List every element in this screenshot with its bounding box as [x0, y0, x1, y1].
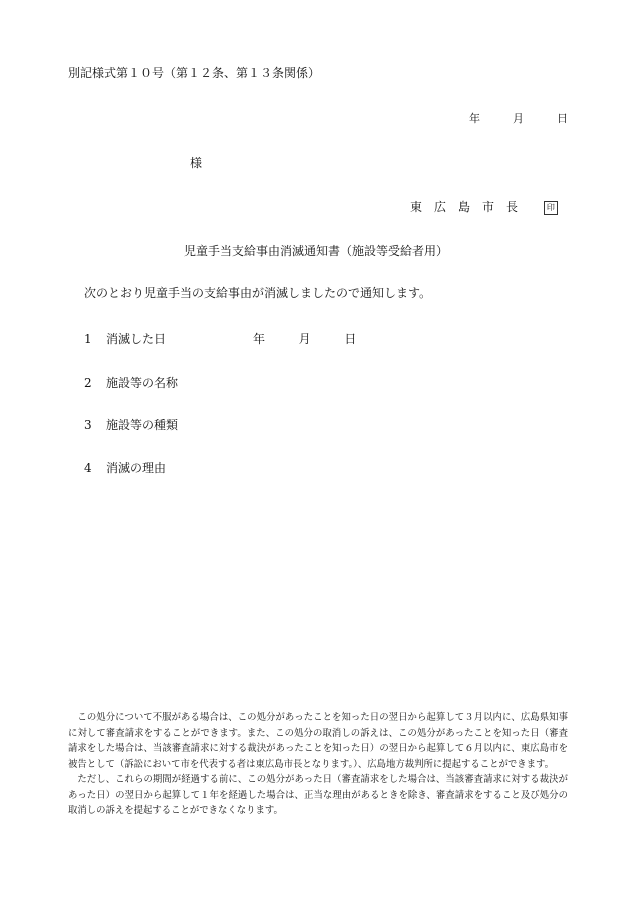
- item-label: 施設等の種類: [106, 418, 179, 432]
- addressee-honorific: 様: [190, 156, 203, 170]
- item-facility-name: [84, 374, 178, 391]
- item-extinction-reason: [84, 459, 166, 476]
- form-number: 別記様式第１０号（第１２条、第１３条関係）: [68, 66, 321, 80]
- appeal-notice: [68, 710, 568, 819]
- extinction-year-label: 年: [253, 332, 266, 346]
- item-label: 施設等の名称: [106, 376, 179, 390]
- extinction-date-field: [253, 330, 356, 347]
- item-number: 4: [84, 461, 92, 475]
- item-label: 消滅した日: [106, 332, 167, 346]
- notice-paragraph-2: ただし、これらの期間が経過する前に、この処分があった日（審査請求をした場合は、当該審査請求に対する裁決があった日）の翌日から起算して１年を経過した場合は、正当な理由があるときを除き、審査請求をすること及び処分の取消しの訴えを提起することができなくなります。: [68, 774, 568, 816]
- issuer: [410, 198, 558, 215]
- item-number: 1: [84, 332, 92, 346]
- intro-text: 次のとおり児童手当の支給事由が消滅しましたので通知します。: [84, 286, 432, 300]
- item-number: 2: [84, 376, 92, 390]
- seal-mark: 印: [544, 201, 558, 215]
- item-number: 3: [84, 418, 92, 432]
- date-month-label: 月: [513, 112, 524, 125]
- extinction-month-label: 月: [298, 332, 311, 346]
- notice-paragraph-1: この処分について不服がある場合は、この処分があったことを知った日の翌日から起算して３月以内に、広島県知事に対して審査請求をすることができます。また、この処分の取消しの訴えは、この処分があったことを知った日（審査請求をした場合は、当該審査請求に対する裁決があったことを知った日）の翌日から起算して６月以内に、東広島市を被告として（訴訟において市を代表する者は東広島市長となります。）、広島地方裁判所に提起することができます。: [68, 712, 568, 770]
- item-facility-type: [84, 416, 178, 433]
- document-title: 児童手当支給事由消滅通知書（施設等受給者用）: [184, 244, 449, 258]
- extinction-day-label: 日: [344, 332, 357, 346]
- item-label: 消滅の理由: [106, 461, 167, 475]
- date-day-label: 日: [557, 112, 568, 125]
- item-extinction-date: [84, 330, 166, 347]
- date-year-label: 年: [469, 112, 480, 125]
- issuer-name: 東広島市長: [410, 200, 531, 214]
- issue-date: [469, 110, 568, 126]
